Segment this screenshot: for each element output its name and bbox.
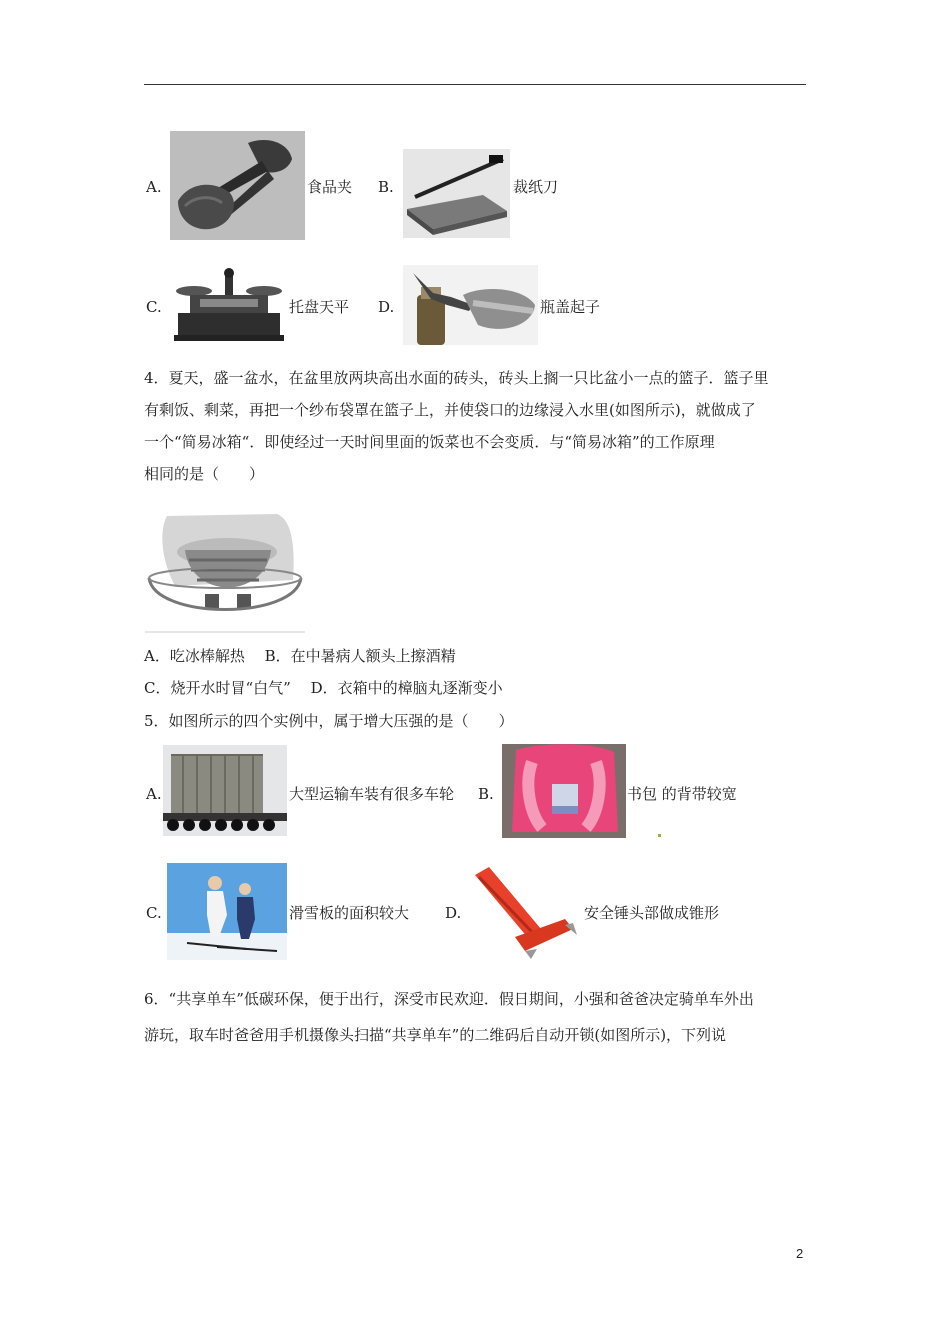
q6-stem [144, 981, 808, 1053]
q3-option-d-letter: D. [378, 298, 395, 316]
header-rule [144, 84, 806, 85]
safety-hammer-image [469, 863, 582, 960]
schoolbag-image [502, 744, 626, 838]
q5-option-c-letter: C. [146, 904, 162, 922]
bottle-opener-image [403, 265, 538, 345]
q4-stem-line: 有剩饭、剩菜，再把一个纱布袋罩在篮子上，并使袋口的边缘浸入水里(如图所示)，就做成了 [144, 401, 756, 419]
balance-scale-image [170, 265, 288, 345]
q4-options-line2: C．烧开水时冒“白气” D．衣箱中的樟脑丸逐渐变小 [144, 679, 503, 697]
q3-option-a-label: 食品夹 [307, 178, 353, 196]
q3-option-c-letter: C. [146, 298, 162, 316]
q3-option-c-label: 托盘天平 [289, 298, 350, 316]
transport-truck-image [163, 745, 287, 836]
q6-stem-line: 6．“共享单车”低碳环保，便于出行，深受市民欢迎．假日期间，小强和爸爸决定骑单车外出 [144, 990, 754, 1008]
q5-option-c-label: 滑雪板的面积较大 [289, 904, 410, 922]
q3-option-b-label: 裁纸刀 [513, 178, 559, 196]
q4-stem-line: 相同的是（ ） [144, 465, 265, 483]
q5-option-a-label: 大型运输车装有很多车轮 [289, 785, 455, 803]
q5-option-b-letter: B. [478, 785, 494, 803]
q5-option-b-label: 书包 的背带较宽 [627, 785, 737, 803]
stray-dot [658, 834, 661, 837]
q6-stem-line: 游玩，取车时爸爸用手机摄像头扫描“共享单车”的二维码后自动开锁(如图所示)，下列说 [144, 1026, 727, 1044]
food-tongs-image [170, 131, 305, 240]
q5-option-a-letter: A. [146, 785, 162, 803]
page-number: 2 [796, 1246, 804, 1261]
q3-option-d-label: 瓶盖起子 [540, 298, 601, 316]
q4-stem [144, 362, 808, 490]
skiing-image [167, 863, 287, 960]
q4-stem-line: 一个“简易冰箱“．即使经过一天时间里面的饭菜也不会变质．与“简易冰箱”的工作原理 [144, 433, 715, 451]
q5-option-d-label: 安全锤头部做成锥形 [584, 904, 720, 922]
q3-option-a-letter: A. [146, 178, 162, 196]
q3-option-b-letter: B. [378, 178, 394, 196]
q4-stem-line: 4．夏天，盛一盆水，在盆里放两块高出水面的砖头，砖头上搁一只比盆小一点的篮子．篮子里 [144, 369, 769, 387]
q5-option-d-letter: D. [445, 904, 462, 922]
simple-fridge-image [145, 510, 305, 634]
q5-stem: 5．如图所示的四个实例中，属于增大压强的是（ ） [144, 712, 514, 730]
q4-options-line1: A．吃冰棒解热 B．在中暑病人额头上擦酒精 [144, 647, 456, 665]
paper-cutter-image [403, 149, 510, 238]
